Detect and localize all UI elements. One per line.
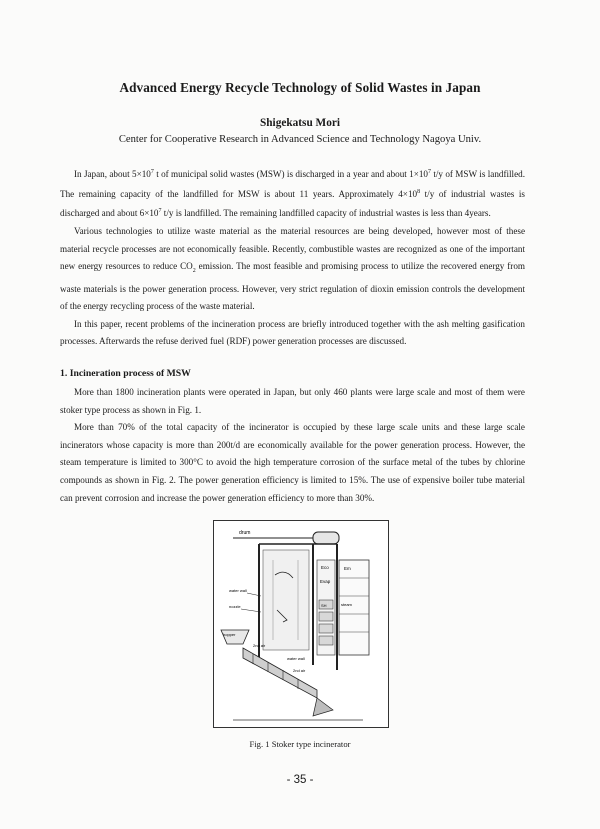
label-drum: drum [239, 530, 251, 536]
label-sh: SH [321, 603, 327, 608]
section1-text [60, 384, 525, 507]
paper-title: Advanced Energy Recycle Technology of Solid Wastes in Japan [119, 80, 481, 95]
figure-caption: Fig. 1 Stoker type incinerator [249, 739, 351, 749]
section1-paragraph-1: More than 1800 incineration plants were operated in Japan, but only 460 plants were large scale and most of them were stoker type process as shown in Fig. 1. [60, 387, 525, 415]
label-evap: Evap [320, 579, 331, 584]
intro-paragraph-2: Various technologies to utilize waste material as the material resources are being developed, however most of these material recycle processes are not economically feasible. Recently, combustible wastes are recognized as one of the important new energy resources to reduce $CO_2$ emission. The most feasible and promising process to utilize the recovered energy from waste materials is the power generation process. However, very strict regulation of dioxin emission controls the development of the energy recycling process of the waste material. [60, 225, 525, 312]
label-em: Em [344, 566, 351, 571]
page-number: - 35 - [286, 774, 314, 786]
label-nozzle: nozzle [229, 604, 241, 609]
label-water-wall: water wall [229, 588, 247, 593]
section-heading: 1. Incineration process of MSW [60, 368, 191, 379]
label-2nd-air-lower: 2nd air [293, 668, 306, 673]
author-affiliation: Center for Cooperative Research in Advanced Science and Technology Nagoya Univ. [118, 134, 482, 145]
introduction-text [60, 164, 525, 351]
section1-paragraph-2: More than 70% of the total capacity of the incinerator is occupied by these large scale units and these large scale incinerators whose capacity is more than 200t/d are economically available for the power generation process. However, the steam temperature is limited to 300°C to avoid the high temperature corrosion of the surface metal of the tubes by chlorine compounds as shown in Fig. 2. The power generation efficiency is limited to 15%. The use of expensive boiler tube material can prevent corrosion and increase the power generation efficiency to more than 30%. [60, 422, 525, 503]
label-eco: Eco [321, 565, 329, 570]
label-water-wall-lower: water wall [287, 656, 305, 661]
figure-stoker-incinerator [213, 520, 389, 728]
author-name: Shigekatsu Mori [259, 117, 341, 129]
intro-paragraph-1: In Japan, about $5\times 10^7$ t of municipal solid wastes (MSW) is discharged in a year and about $1\times 10^7$ t/y of MSW is landfilled. The remaining capacity of the landfilled for MSW is about 11 years. Approximately $4\times 10^8$ t/y of industrial wastes is discharged and about $6\times 10^7$ t/y is landfilled. The remaining landfilled capacity of industrial wastes is less than 4years. [60, 169, 525, 219]
label-2nd-air: 2nd air [253, 643, 266, 648]
incinerator-diagram [213, 520, 389, 728]
label-hopper: hopper [223, 632, 236, 637]
intro-paragraph-3: In this paper, recent problems of the incineration process are briefly introduced together with the ash melting gasification processes. Afterwards the refuse derived fuel (RDF) power generation processes are discussed. [60, 318, 525, 347]
label-steam: steam [341, 602, 352, 607]
